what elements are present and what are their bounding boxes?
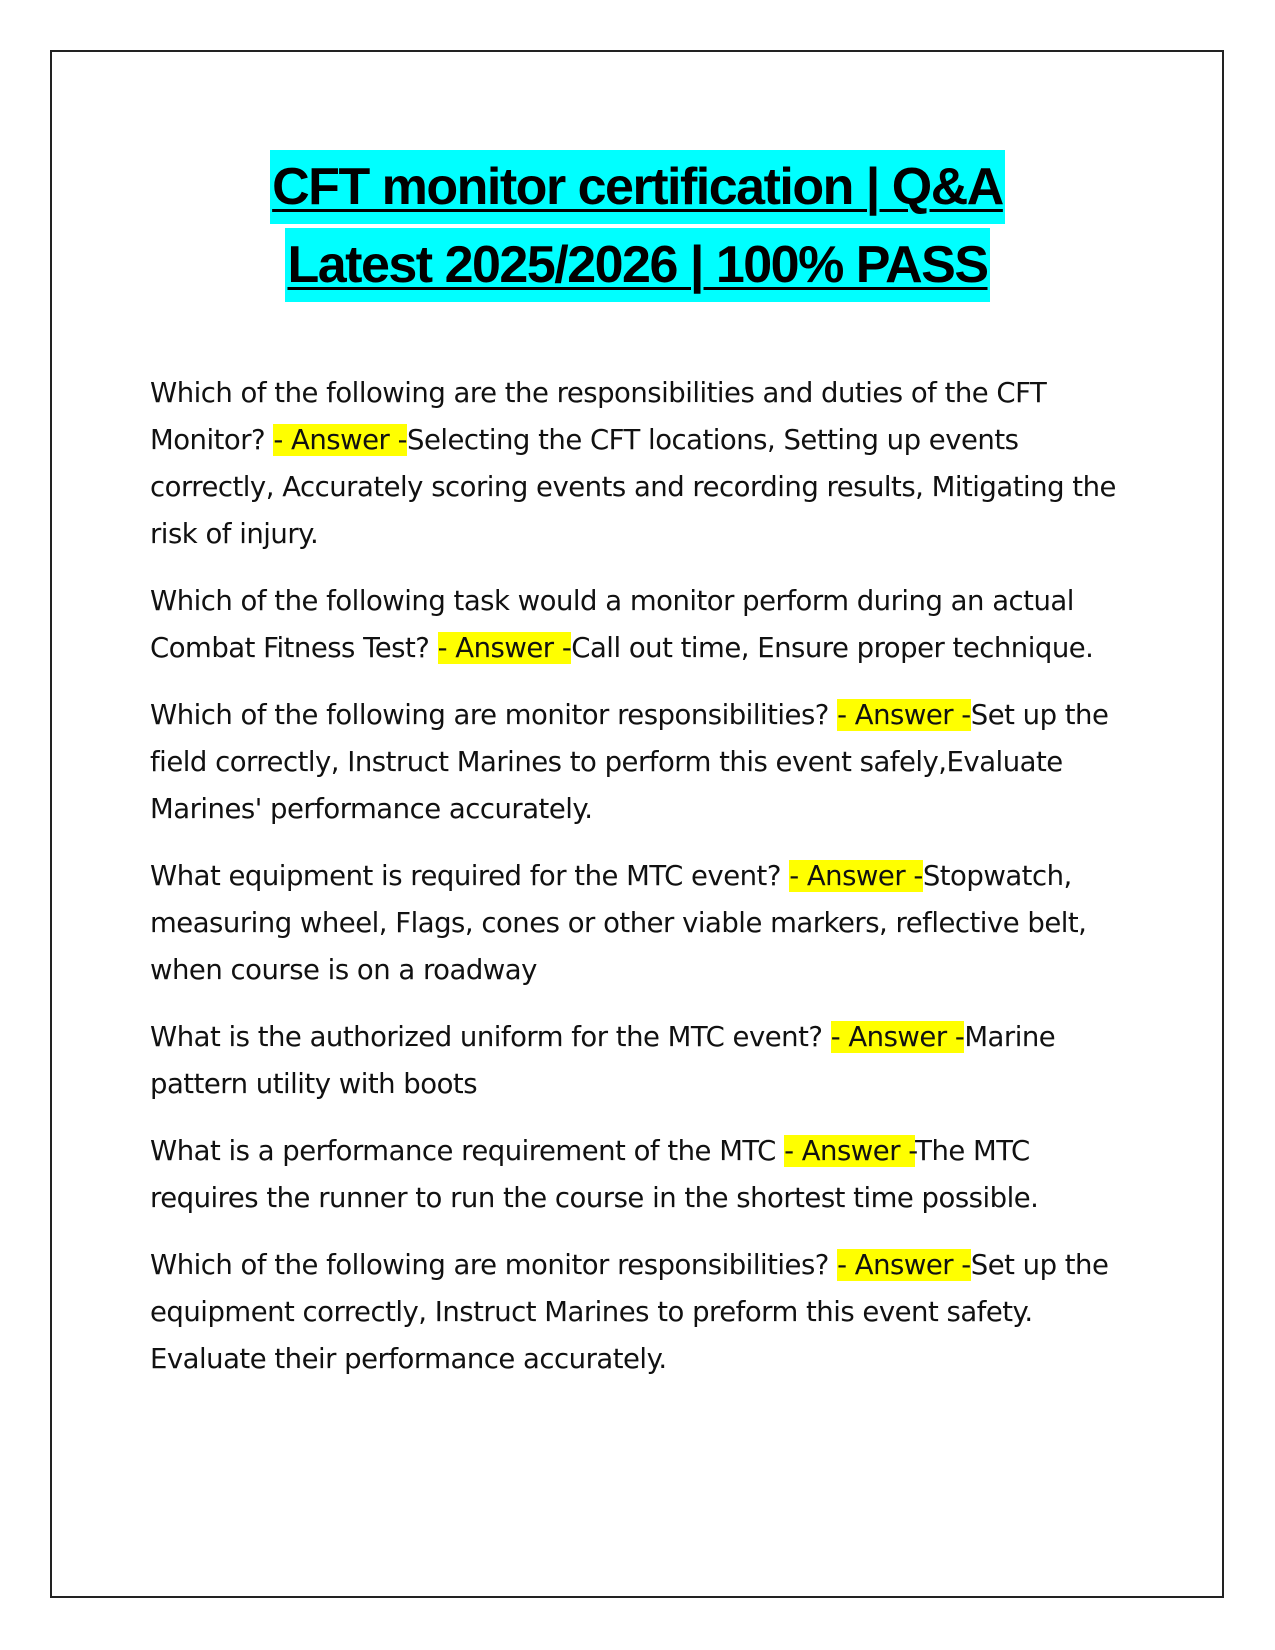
qa-item-7 — [150, 1242, 1140, 1383]
document-title — [0, 148, 1275, 304]
answer-text: Set up the field correctly, Instruct Marines to perform this event safely,Evaluate Marines' performance accurately. — [150, 699, 1109, 825]
title-line-2: Latest 2025/2026 | 100% PASS — [285, 228, 989, 302]
answer-marker: - Answer - — [789, 860, 923, 892]
answer-marker: - Answer - — [273, 424, 407, 456]
answer-marker: - Answer - — [437, 632, 572, 664]
question-text: Which of the following are monitor responsibilities? — [150, 699, 838, 731]
qa-item-6 — [150, 1128, 1140, 1222]
qa-item-5 — [150, 1014, 1140, 1108]
question-text: Which of the following task would a monitor perform during an actual Combat Fitness Test? — [150, 585, 1074, 664]
qa-item-1 — [150, 370, 1140, 558]
qa-item-3 — [150, 692, 1140, 833]
title-line-1: CFT monitor certification | Q&A — [270, 150, 1005, 224]
answer-text: The MTC requires the runner to run the course in the shortest time possible. — [150, 1135, 1039, 1214]
question-text: Which of the following are monitor responsibilities? — [150, 1249, 838, 1281]
answer-text: Set up the equipment correctly, Instruct Marines to preform this event safety. Evaluate their performance accurately. — [150, 1249, 1109, 1375]
answer-marker: - Answer - — [784, 1135, 916, 1167]
answer-text: Call out time, Ensure proper technique. — [571, 632, 1094, 664]
question-text: What equipment is required for the MTC event? — [150, 860, 790, 892]
qa-list — [150, 370, 1140, 1403]
answer-marker: - Answer - — [830, 1021, 965, 1053]
answer-text: Marine pattern utility with boots — [150, 1021, 1056, 1100]
answer-marker: - Answer - — [837, 699, 971, 731]
qa-item-4 — [150, 853, 1140, 994]
question-text: Which of the following are the responsibilities and duties of the CFT Monitor? — [150, 377, 1047, 456]
qa-item-2 — [150, 578, 1140, 672]
answer-marker: - Answer - — [837, 1249, 971, 1281]
question-text: What is a performance requirement of the MTC — [150, 1135, 785, 1167]
answer-text: Selecting the CFT locations, Setting up events correctly, Accurately scoring events and recording results, Mitigating the risk of injury. — [150, 424, 1116, 550]
question-text: What is the authorized uniform for the MTC event? — [150, 1021, 831, 1053]
answer-text: Stopwatch, measuring wheel, Flags, cones or other viable markers, reflective belt, when course is on a roadway — [150, 860, 1087, 986]
